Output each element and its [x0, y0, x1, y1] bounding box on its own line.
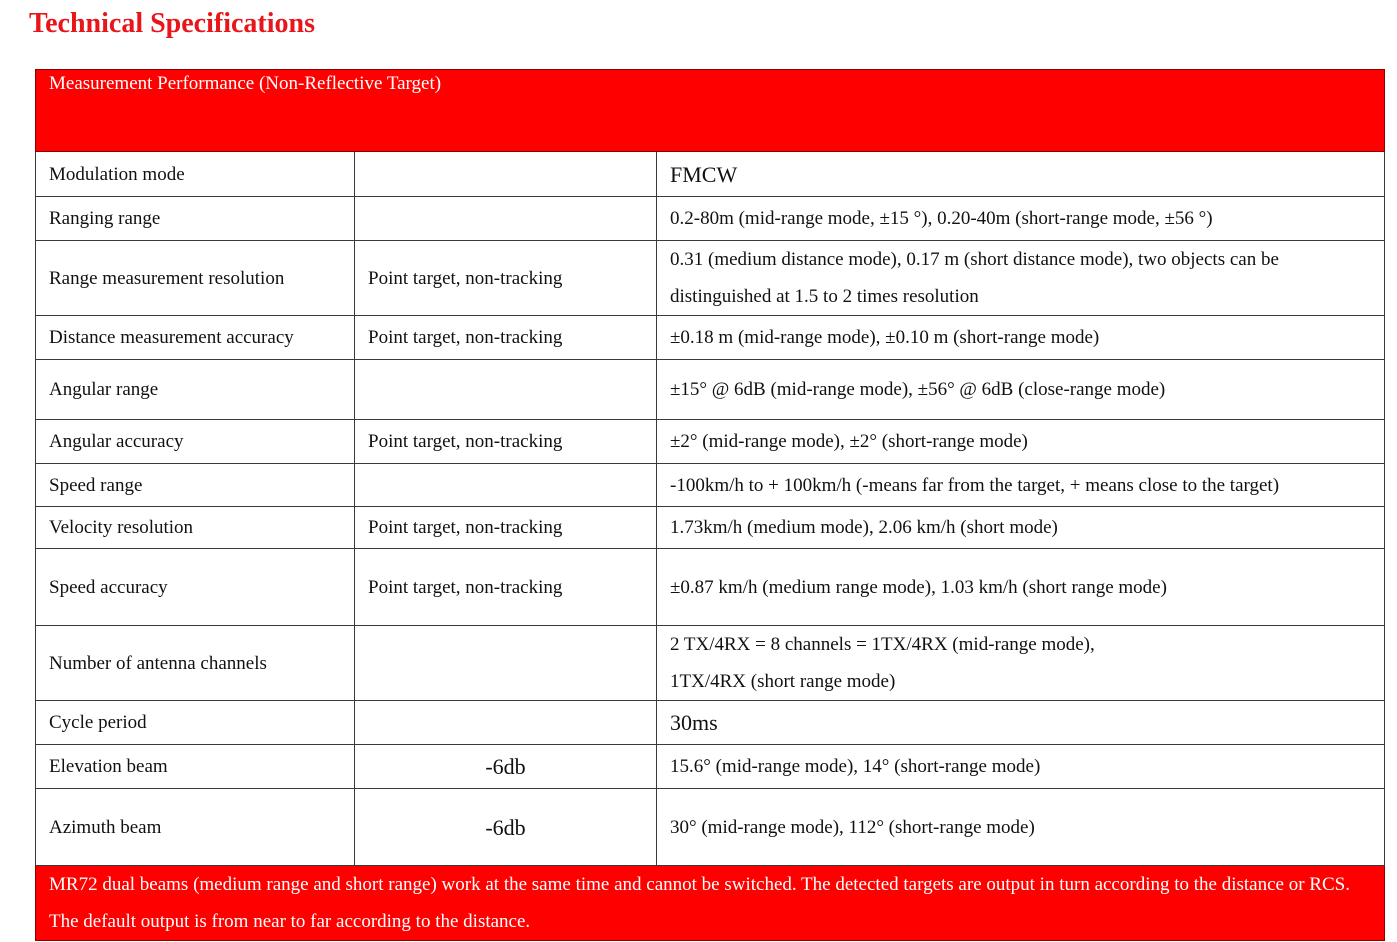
table-footer: MR72 dual beams (medium range and short range) work at the same time and cannot be switched. The detected targets are output in turn according to the distance or RCS. The default output is from near to far according to the distance.: [36, 866, 1385, 941]
condition-cell: -6db: [355, 789, 657, 866]
param-cell: Angular range: [36, 360, 355, 420]
table-row: [36, 789, 1385, 866]
value-cell: ±0.18 m (mid-range mode), ±0.10 m (short-range mode): [657, 316, 1385, 360]
table-row: [36, 420, 1385, 464]
table-row: [36, 626, 1385, 701]
param-cell: Cycle period: [36, 701, 355, 745]
value-cell: ±0.87 km/h (medium range mode), 1.03 km/h (short range mode): [657, 549, 1385, 626]
condition-cell: [355, 701, 657, 745]
param-cell: Number of antenna channels: [36, 626, 355, 701]
condition-cell: Point target, non-tracking: [355, 241, 657, 316]
param-cell: Angular accuracy: [36, 420, 355, 464]
param-cell: Speed range: [36, 464, 355, 507]
param-cell: Distance measurement accuracy: [36, 316, 355, 360]
param-cell: Ranging range: [36, 197, 355, 241]
table-row: [36, 241, 1385, 316]
value-cell: 15.6° (mid-range mode), 14° (short-range mode): [657, 745, 1385, 789]
table-row: [36, 701, 1385, 745]
condition-cell: [355, 152, 657, 197]
value-cell: 30° (mid-range mode), 112° (short-range mode): [657, 789, 1385, 866]
value-cell: ±15° @ 6dB (mid-range mode), ±56° @ 6dB (close-range mode): [657, 360, 1385, 420]
condition-cell: -6db: [355, 745, 657, 789]
condition-cell: [355, 197, 657, 241]
table-row: [36, 464, 1385, 507]
param-cell: Velocity resolution: [36, 507, 355, 549]
condition-cell: Point target, non-tracking: [355, 316, 657, 360]
param-cell: Speed accuracy: [36, 549, 355, 626]
value-cell: [657, 626, 1385, 701]
table-row: [36, 152, 1385, 197]
value-line: 2 TX/4RX = 8 channels = 1TX/4RX (mid-range mode),: [670, 634, 1095, 655]
condition-cell: [355, 464, 657, 507]
value-cell: -100km/h to + 100km/h (-means far from the target, + means close to the target): [657, 464, 1385, 507]
table-row: [36, 316, 1385, 360]
value-cell: 30ms: [657, 701, 1385, 745]
value-line: 1TX/4RX (short range mode): [670, 671, 896, 692]
table-row: [36, 360, 1385, 420]
table-row: [36, 745, 1385, 789]
param-cell: Elevation beam: [36, 745, 355, 789]
value-cell: 0.2-80m (mid-range mode, ±15 °), 0.20-40m (short-range mode, ±56 °): [657, 197, 1385, 241]
value-cell: ±2° (mid-range mode), ±2° (short-range mode): [657, 420, 1385, 464]
param-cell: Range measurement resolution: [36, 241, 355, 316]
condition-cell: [355, 626, 657, 701]
condition-cell: Point target, non-tracking: [355, 507, 657, 549]
table-row: [36, 549, 1385, 626]
condition-cell: Point target, non-tracking: [355, 549, 657, 626]
spec-table: [35, 69, 1385, 941]
page-title: Technical Specifications: [29, 8, 315, 39]
param-cell: Azimuth beam: [36, 789, 355, 866]
table-row: [36, 507, 1385, 549]
table-header-row: [36, 70, 1385, 152]
value-cell: 0.31 (medium distance mode), 0.17 m (short distance mode), two objects can be distinguished at 1.5 to 2 times resolution: [657, 241, 1385, 316]
condition-cell: Point target, non-tracking: [355, 420, 657, 464]
value-cell: FMCW: [657, 152, 1385, 197]
table-row: [36, 197, 1385, 241]
table-footer-row: [36, 866, 1385, 941]
condition-cell: [355, 360, 657, 420]
param-cell: Modulation mode: [36, 152, 355, 197]
table-header: Measurement Performance (Non-Reflective Target): [36, 70, 1385, 152]
value-cell: 1.73km/h (medium mode), 2.06 km/h (short mode): [657, 507, 1385, 549]
